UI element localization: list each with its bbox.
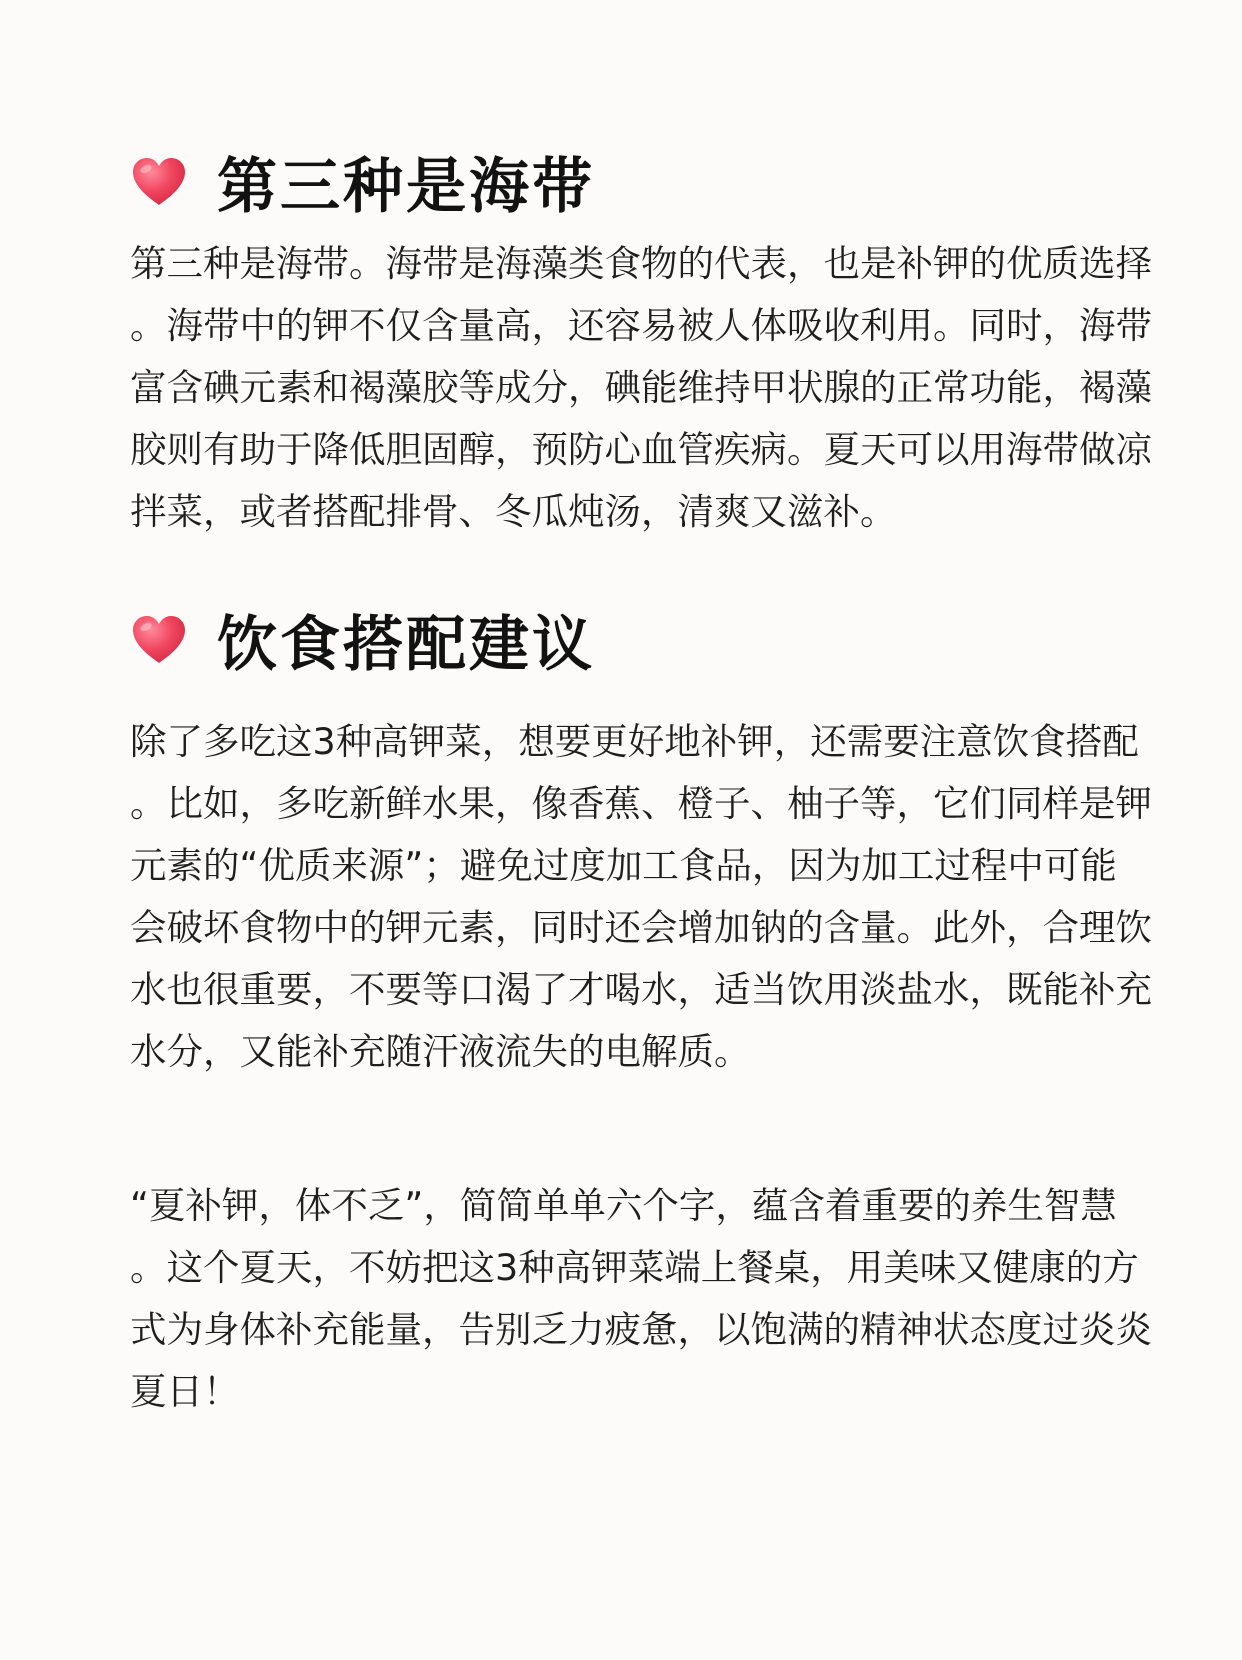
heart-icon <box>131 615 187 665</box>
paragraph-line: 拌菜，或者搭配排骨、冬瓜炖汤，清爽又滋补。 <box>130 490 897 533</box>
paragraph-line: 元素的“优质来源”；避免过度加工食品，因为加工过程中可能 <box>130 844 1117 887</box>
section-heading-diet <box>131 600 595 680</box>
paragraph-line: 第三种是海带。海带是海藻类食物的代表，也是补钾的优质选择 <box>130 242 1152 285</box>
paragraph-line: 水分，又能补充随汗液流失的电解质。 <box>130 1030 751 1073</box>
paragraph-line: 会破坏食物中的钾元素，同时还会增加钠的含量。此外，合理饮 <box>130 906 1152 949</box>
heart-icon <box>131 157 187 207</box>
paragraph-line: 水也很重要，不要等口渴了才喝水，适当饮用淡盐水，既能补充 <box>130 968 1152 1011</box>
paragraph-line: 富含碘元素和褐藻胶等成分，碘能维持甲状腺的正常功能，褐藻 <box>130 366 1152 409</box>
paragraph-line: 。比如，多吃新鲜水果，像香蕉、橙子、柚子等，它们同样是钾 <box>130 782 1152 825</box>
paragraph-line: 式为身体补充能量，告别乏力疲惫，以饱满的精神状态度过炎炎 <box>130 1308 1152 1351</box>
section-paragraph-seaweed <box>130 233 1180 543</box>
paragraph-line: 胶则有助于降低胆固醇，预防心血管疾病。夏天可以用海带做凉 <box>130 428 1152 471</box>
paragraph-line: “夏补钾，体不乏”，简简单单六个字，蕴含着重要的养生智慧 <box>130 1184 1117 1227</box>
paragraph-line: 夏日！ <box>130 1370 240 1413</box>
paragraph-line: 除了多吃这3种高钾菜，想要更好地补钾，还需要注意饮食搭配 <box>130 720 1139 763</box>
section-heading-seaweed <box>131 142 595 222</box>
section-heading-text: 饮食搭配建议 <box>217 610 595 680</box>
section-heading-text: 第三种是海带 <box>217 152 595 222</box>
paragraph-line: 。这个夏天，不妨把这3种高钾菜端上餐桌，用美味又健康的方 <box>130 1246 1139 1289</box>
closing-paragraph <box>130 1175 1180 1423</box>
paragraph-line: 。海带中的钾不仅含量高，还容易被人体吸收利用。同时，海带 <box>130 304 1152 347</box>
section-paragraph-diet <box>130 711 1180 1083</box>
